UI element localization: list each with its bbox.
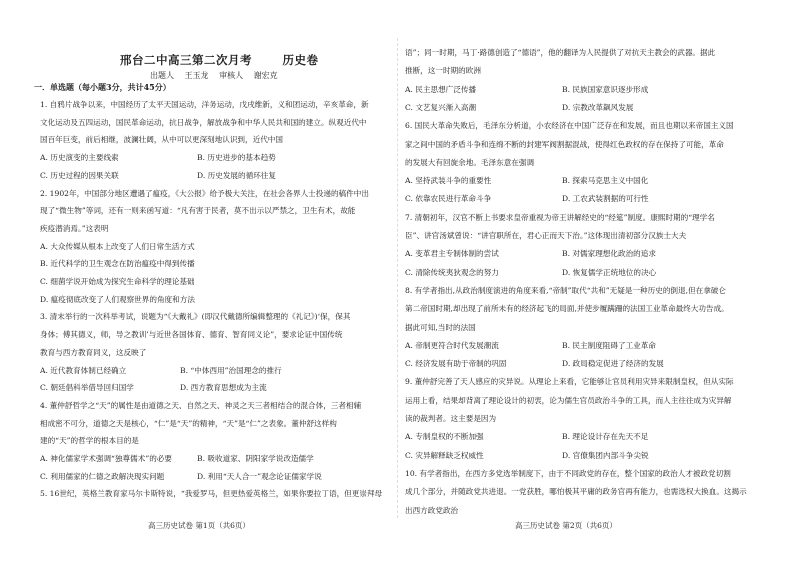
text-line: 推断，这一时期的欧洲 — [405, 66, 481, 76]
option-item: B. 历史进步的基本趋势 — [197, 153, 276, 163]
option-item: A. 坚持武装斗争的重要性 — [405, 176, 492, 186]
text-line: 身体；傅其德义，师，导之教训’与近世各国体育、德育、智育同义论”，要求论证中国传统 — [40, 330, 343, 340]
text-line: 6. 国民大革命失败后，毛泽东分析道，小农经济在中国广泛存在和发展，而且也期以来帝国主义国 — [405, 121, 734, 131]
option-item: A. 民主思想广泛传播 — [405, 84, 477, 94]
option-item: D. 工农武装割据的可行性 — [562, 194, 649, 204]
option-item: C. 清除传统夷狄观念的努力 — [405, 267, 499, 277]
text-line: 现了“微生物”等词，还有一则来函写道：“凡有害于民者，莫不出示以严禁之，卫生有术，故能 — [40, 206, 356, 216]
option-item: D. 宗教改革飙风发展 — [562, 102, 634, 112]
option-item: C. 细菌学说开始成为探究生命科学的理论基础 — [40, 277, 195, 286]
section-heading: 一．单选题（每小题3分，共计45分） — [34, 82, 171, 92]
text-line: 运用上看，结果却背离了理论设计的初衷，论为儒生官员政治斗争的工具，而人主往往成为灾异解 — [405, 395, 732, 405]
text-line: 教育与西方教育同义，这反映了 — [40, 347, 147, 357]
option-item: C. 灾异解释缺乏权威性 — [405, 450, 484, 460]
text-line: 8. 有学者指出,从政治制度演进的角度来看,“帝制”取代“共和”无疑是一种历史的倒退,但在拿破仑 — [405, 285, 726, 295]
option-item: C. 利用儒家的仁德之政解决现实问题 — [40, 471, 165, 481]
option-item: B. 对儒家理想化政治的追求 — [562, 249, 656, 259]
text-line: 相成密不可分，道德之天是核心，“仁”是“天”的精神，“天”是“仁”之表象。董仲舒这样构 — [40, 418, 337, 428]
text-line: 第二帝国时期,却出现了前所未有的经济起飞的局面,并使步履蹒跚的法国工业革命最终大功告成。 — [405, 304, 729, 314]
option-item: D. 恢复儒学正统地位的决心 — [562, 267, 657, 277]
option-item: A. 帝制更符合时代发展潮流 — [405, 340, 499, 350]
exam-title — [120, 52, 319, 68]
option-item: A. 近代教育体制已经确立 — [40, 365, 127, 375]
title-text: 邢台二中高三第二次月考 — [120, 53, 252, 67]
text-line: 3. 清末举行的一次科举考试，说题为“《大戴礼》(即汉代戴德所编辑整理的《礼记》)‘保，保其 — [40, 312, 351, 322]
text-line: 文化运动及五四运动，国民革命运动，抗日战争，解放战争和中华人民共和国的建立。纵观近代中 — [40, 117, 367, 127]
author-line — [150, 70, 286, 81]
text-line: 9. 董仲舒完善了天人感应的灾异说。从理论上来看，它能够让官员利用灾异来限制皇权，但从实际 — [405, 377, 734, 387]
text-line: 家之间中国的矛盾斗争和连绵不断的封建军阀割据混战，使得红色政权的存在保持了可能，革命 — [405, 139, 724, 149]
text-line: 出西方政党政治 — [405, 505, 459, 515]
option-item: B. 民主制度阻碍了工业革命 — [562, 340, 656, 350]
text-line: 10. 有学者指出，在西方多党选举制度下，由于不同政党的存在，整个国家的政治人才被政党切割 — [405, 468, 731, 478]
text-line: 成几个部分，并随政党共进退。一党获胜，哪怕极其平庸的政务官再有能力，也需选权大换血。这揭示 — [405, 487, 747, 497]
option-item: D. 西方教育思想成为主流 — [180, 383, 267, 393]
setter-label: 出题人 — [150, 71, 174, 80]
option-item: A. 大众传媒从根本上改变了人们日常生活方式 — [40, 241, 195, 251]
option-item: D. 历史发展的循环往复 — [197, 170, 276, 180]
option-item: D. 政局稳定促进了经济的发展 — [562, 359, 664, 369]
text-line: 语”；同一时期，马丁·路德创造了“德语”，他的翻译为人民提供了对抗天主教会的武器。据此 — [405, 48, 716, 57]
text-line: 国百年巨变，前后相继，波澜壮阔，从中可以更深刻地认识到，近代中国 — [40, 135, 283, 145]
option-item: C. 朝廷倡科举借导回归国学 — [40, 383, 134, 393]
text-line: 读的裁判者。这主要是因为 — [405, 414, 497, 423]
option-item: C. 历史过程的因果关联 — [40, 170, 119, 180]
text-line: 4. 董仲舒哲学之“天”的属性是由道德之天、自然之天、神灵之天三者相结合的混合体，三者相辅 — [40, 400, 362, 410]
option-item: B. 民族国家意识逐步形成 — [562, 84, 649, 94]
option-item: C. 文艺复兴渐入高潮 — [405, 102, 477, 112]
option-item: A. 专制皇权的不断加强 — [405, 432, 484, 442]
option-item: B. 吸收道家、阴阳家学说改造儒学 — [197, 454, 314, 463]
text-line: 臣”、讲官汤斌曾说：“讲官职所在，君心正而天下治。”这体现出清初部分汉族士大夫 — [405, 231, 687, 240]
option-item: A. 历史演变的主要线索 — [40, 153, 119, 163]
option-item: D. 官僚集团内部斗争尖锐 — [562, 450, 649, 460]
option-item: B. 近代科学的卫生观念在防治瘟疫中得到传播 — [40, 259, 195, 269]
text-line: 2. 1902年，中国部分地区遭遇了瘟疫，《大公报》给予极大关注，在社会各界人士投递的稿件中出 — [40, 188, 369, 198]
option-item: A. 神化儒家学术强调“独尊儒术”的必要 — [40, 454, 172, 463]
option-item: A. 变革君主专制体制的尝试 — [405, 249, 499, 259]
option-item: B. 理论设计存在先天不足 — [562, 432, 649, 442]
text-line: 1. 自鸦片战争以来，中国经历了太平天国运动，洋务运动，戊戌维新，义和团运动，辛亥革命，新 — [40, 100, 369, 109]
text-line: 5. 16世纪，英格兰教育家马尔卡斯特说，“我爱罗马，但更热爱英格兰，如果你要拉丁语，但更崇拜母 — [40, 489, 383, 499]
option-item: D. 瘟疫彻底改变了人们观察世界的角度和方法 — [40, 294, 195, 304]
right-page — [397, 0, 794, 561]
page-footer-left: 高三历史试卷 第1页（共6页） — [148, 521, 250, 530]
option-item: C. 依靠农民进行革命斗争 — [405, 194, 492, 204]
option-item: D. 利用“天人合一”观念论证儒家学说 — [197, 471, 322, 481]
text-line: 据此可知,当时的法国 — [405, 322, 476, 332]
option-item: C. 经济发展有助于帝制的巩固 — [405, 359, 507, 369]
reviewer-name: 谢宏克 — [253, 71, 278, 80]
option-item: B. “中体西用”治国理念的推行 — [180, 365, 282, 375]
option-item: B. 探索马克思主义中国化 — [562, 176, 649, 186]
text-line: 7. 清朝初年，汉官不断上书要求皇帝重视为帝王讲解经史的“经筵”制度。康熙时期的“理学名 — [405, 212, 715, 222]
page-footer-right: 高三历史试卷 第2页（共6页） — [515, 521, 617, 530]
reviewer-label: 审核人 — [219, 71, 244, 80]
subject-text: 历史卷 — [282, 53, 319, 67]
text-line: 建的“天”的哲学的根本目的是 — [40, 436, 139, 446]
setter-name: 王玉龙 — [184, 71, 209, 80]
text-line: 的发展大有回旋余地。毛泽东意在强调 — [405, 157, 535, 167]
text-line: 疾疫潜消焉。”这表明 — [40, 223, 109, 233]
